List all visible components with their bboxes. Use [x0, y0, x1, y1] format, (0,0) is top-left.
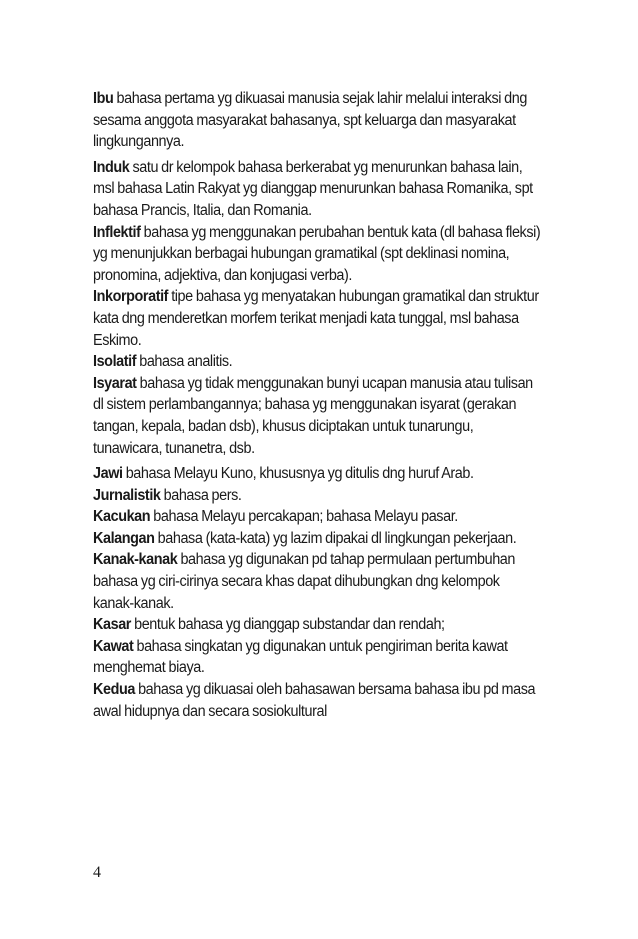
entry-definition: bahasa singkatan yg digunakan untuk pengiriman berita kawat menghemat biaya. [93, 637, 508, 677]
glossary-entry [93, 549, 543, 614]
entry-term: Inkorporatif [93, 288, 169, 306]
glossary-entry [93, 463, 543, 485]
entry-definition: bentuk bahasa yg dianggap substandar dan rendah; [130, 616, 445, 634]
glossary-entries [93, 88, 543, 722]
glossary-entry [93, 222, 543, 287]
entry-definition: bahasa pers. [160, 486, 242, 504]
entry-term: Jurnalistik [93, 486, 161, 504]
entry-definition: bahasa yg digunakan pd tahap permulaan pertumbuhan bahasa yg ciri-cirinya secara khas dapat dihubungkan dng kelompok kanak-kanak. [93, 551, 516, 612]
entry-term: Isolatif [93, 353, 137, 371]
entry-definition: bahasa analitis. [136, 353, 233, 371]
entry-definition: bahasa yg dikuasai oleh bahasawan bersama bahasa ibu pd masa awal hidupnya dan secara sosiokultural [93, 681, 536, 720]
entry-term: Jawi [93, 465, 123, 483]
glossary-entry [93, 636, 543, 679]
glossary-entry [93, 506, 543, 528]
entry-term: Ibu [93, 90, 114, 107]
glossary-entry [93, 373, 543, 459]
entry-term: Isyarat [93, 374, 137, 392]
glossary-entry [93, 351, 543, 373]
glossary-entry [93, 88, 543, 153]
entry-term: Induk [93, 158, 130, 176]
entry-definition: bahasa pertama yg dikuasai manusia sejak lahir melalui interaksi dng sesama anggota masyarakat bahasanya, spt keluarga dan masyarakat lingkungannya. [93, 90, 527, 151]
glossary-entry [93, 528, 543, 550]
glossary-entry [93, 286, 543, 351]
page-number: 4 [93, 864, 101, 881]
entry-term: Kasar [93, 616, 131, 634]
glossary-entry [93, 679, 543, 722]
entry-definition: bahasa Melayu Kuno, khususnya yg ditulis dng huruf Arab. [122, 465, 474, 483]
entry-term: Inflektif [93, 223, 141, 241]
entry-term: Kalangan [93, 529, 155, 547]
glossary-entry [93, 157, 543, 222]
glossary-entry [93, 485, 543, 507]
entry-term: Kawat [93, 637, 134, 655]
entry-definition: bahasa yg tidak menggunakan bunyi ucapan manusia atau tulisan dl sistem perlambangannya; bahasa yg menggunakan isyarat (gerakan tangan, kepala, badan dsb), khusus diciptakan untuk tunarungu, tunawicara, tunanetra, dsb. [93, 374, 533, 457]
entry-definition: bahasa Melayu percakapan; bahasa Melayu pasar. [150, 508, 458, 526]
entry-definition: tipe bahasa yg menyatakan hubungan gramatikal dan struktur kata dng menderetkan morfem terikat menjadi kata tunggal, msl bahasa Eskimo. [93, 288, 539, 349]
entry-term: Kacukan [93, 508, 151, 526]
glossary-entry [93, 614, 543, 636]
entry-definition: bahasa yg menggunakan perubahan bentuk kata (dl bahasa fleksi) yg menunjukkan berbagai hubungan gramatikal (spt deklinasi nomina, pronomina, adjektiva, dan konjugasi verba). [93, 223, 541, 284]
entry-term: Kanak-kanak [93, 551, 178, 569]
entry-term: Kedua [93, 681, 135, 699]
entry-definition: bahasa (kata-kata) yg lazim dipakai dl lingkungan pekerjaan. [154, 529, 517, 547]
entry-definition: satu dr kelompok bahasa berkerabat yg menurunkan bahasa lain, msl bahasa Latin Rakyat yg dianggap menurunkan bahasa Romanika, spt bahasa Prancis, Italia, dan Romania. [93, 158, 533, 219]
